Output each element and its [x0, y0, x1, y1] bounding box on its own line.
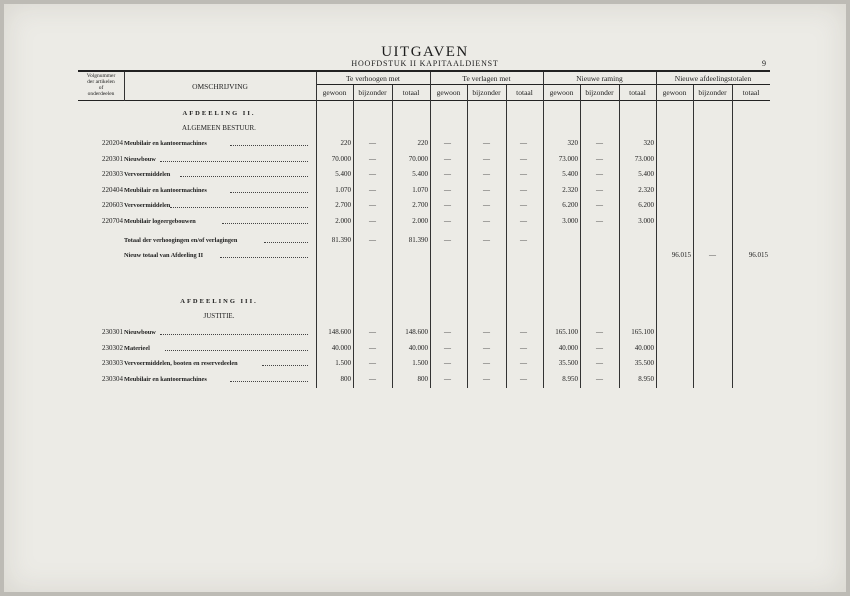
value-cell: 800 — [417, 374, 428, 383]
article-description: Vervoermiddelen, booten en reservedeelen — [124, 360, 238, 367]
value-cell: — — [596, 154, 603, 163]
article-description: Meubilair en kantoormachines — [124, 186, 207, 194]
col-divider — [693, 85, 694, 388]
leader-dots — [160, 334, 308, 335]
col-divider — [656, 72, 657, 388]
leader-dots — [264, 242, 308, 243]
leader-dots — [230, 145, 308, 146]
leader-dots — [222, 223, 308, 224]
value-cell: — — [520, 374, 527, 383]
value-cell: — — [369, 359, 376, 367]
value-cell: 220 — [417, 139, 428, 147]
total-value-cell: — — [369, 236, 376, 244]
value-cell: 40.000 — [408, 343, 428, 352]
value-cell: 2.000 — [335, 217, 351, 225]
value-cell: 1.500 — [335, 359, 351, 367]
page-title: UITGAVEN — [381, 44, 469, 60]
value-cell: — — [369, 217, 376, 225]
subheader-gewoon: gewoon — [436, 88, 461, 97]
value-cell: 6.200 — [562, 201, 578, 210]
value-cell: — — [520, 343, 527, 352]
value-cell: — — [444, 201, 451, 210]
value-cell: — — [483, 154, 490, 163]
value-cell: 70.000 — [331, 154, 351, 163]
value-cell: 2.320 — [638, 185, 654, 194]
value-cell: 2.000 — [412, 217, 428, 225]
value-cell: — — [483, 170, 490, 179]
value-cell: — — [483, 374, 490, 383]
subheader-bijzonder: bijzonder — [358, 88, 387, 97]
value-cell: — — [444, 374, 451, 383]
subheader-bijzonder: bijzonder — [472, 88, 501, 97]
number-header-line: der artikelen — [87, 79, 115, 85]
value-cell: — — [369, 185, 376, 194]
article-code: 230301 — [102, 328, 123, 336]
value-cell: 40.000 — [558, 343, 578, 352]
new-total-gewoon: 96.015 — [671, 251, 691, 259]
value-cell: 165.100 — [555, 328, 578, 336]
article-code: 220404 — [102, 185, 123, 194]
leader-dots — [180, 176, 308, 177]
value-cell: 73.000 — [558, 154, 578, 163]
value-cell: — — [369, 154, 376, 163]
value-cell: 8.950 — [562, 374, 578, 383]
value-cell: — — [444, 343, 451, 352]
article-description: Vervoermiddelen — [124, 202, 171, 210]
section-title: AFDEELING III. — [180, 298, 258, 305]
page-subtitle: HOOFDSTUK II KAPITAALDIENST — [351, 59, 499, 68]
value-cell: — — [520, 170, 527, 179]
value-cell: — — [369, 201, 376, 210]
value-cell: 73.000 — [634, 154, 654, 163]
article-code: 220303 — [102, 170, 123, 179]
article-description: Materieel — [124, 344, 150, 352]
subheader-gewoon: gewoon — [322, 88, 347, 97]
value-cell: — — [444, 185, 451, 194]
value-cell: — — [483, 359, 490, 367]
value-cell: 2.700 — [412, 201, 428, 210]
group-header-new-totals: Nieuwe afdeelingstotalen — [674, 74, 752, 83]
section-subtitle: ALGEMEEN BESTUUR. — [182, 124, 256, 132]
value-cell: — — [596, 185, 603, 194]
value-cell: — — [369, 170, 376, 179]
article-code: 220704 — [102, 217, 123, 225]
value-cell: — — [444, 154, 451, 163]
article-code: 230302 — [102, 343, 123, 352]
total-value-cell: — — [444, 236, 451, 244]
subheader-gewoon: gewoon — [549, 88, 574, 97]
value-cell: 1.070 — [412, 185, 428, 194]
article-description: Meubilair en kantoormachines — [124, 140, 207, 147]
value-cell: — — [369, 343, 376, 352]
value-cell: — — [596, 217, 603, 225]
value-cell: 6.200 — [638, 201, 654, 210]
value-cell: 70.000 — [408, 154, 428, 163]
subheader-totaal: totaal — [402, 88, 420, 97]
leader-dots — [220, 257, 308, 258]
value-cell: — — [369, 328, 376, 336]
value-cell: — — [596, 343, 603, 352]
number-header-line: Volgnummer — [86, 73, 116, 79]
article-description: Meubilair logeergebouwen — [124, 218, 196, 225]
value-cell: — — [483, 343, 490, 352]
subheader-totaal: totaal — [742, 88, 760, 97]
value-cell: — — [596, 328, 603, 336]
subheader-totaal: totaal — [516, 88, 533, 97]
section-title: AFDEELING II. — [182, 110, 256, 117]
value-cell: — — [520, 185, 527, 194]
total-value-cell: — — [483, 236, 490, 244]
description-column-header: OMSCHRIJVING — [192, 82, 248, 91]
subheader-gewoon: gewoon — [662, 88, 687, 97]
value-cell: — — [596, 374, 603, 383]
value-cell: — — [596, 139, 603, 147]
leader-dots — [165, 350, 308, 351]
total-value-cell: 81.390 — [331, 236, 351, 244]
subheader-totaal: totaal — [629, 88, 646, 97]
article-code: 220603 — [102, 201, 123, 210]
value-cell: — — [520, 154, 527, 163]
article-code: 230304 — [102, 374, 123, 383]
value-cell: 1.070 — [335, 185, 351, 194]
value-cell: 220 — [340, 139, 351, 147]
header-bottom-rule — [78, 100, 770, 101]
leader-dots — [262, 365, 308, 366]
value-cell: — — [444, 328, 451, 336]
leader-dots — [230, 381, 308, 382]
value-cell: 5.400 — [412, 170, 428, 179]
group-header-decrease: Te verlagen met — [462, 74, 511, 83]
total-value-cell: — — [520, 236, 527, 244]
total-value-cell: 81.390 — [408, 236, 428, 244]
col-divider — [732, 85, 733, 388]
value-cell: 8.950 — [638, 374, 654, 383]
article-code: 220204 — [102, 139, 123, 147]
value-cell: — — [483, 185, 490, 194]
value-cell: 148.600 — [328, 328, 351, 336]
article-code: 220301 — [102, 154, 123, 163]
col-divider — [316, 72, 317, 388]
value-cell: — — [369, 374, 376, 383]
group-header-increase: Te verhoogen met — [345, 74, 401, 83]
article-description: Meubilair en kantoormachines — [124, 375, 207, 383]
leader-dots — [230, 192, 308, 193]
value-cell: — — [444, 217, 451, 225]
value-cell: 3.000 — [562, 217, 578, 225]
value-cell: — — [369, 139, 376, 147]
value-cell: — — [596, 170, 603, 179]
value-cell: — — [520, 359, 527, 367]
new-total-bijzonder: — — [709, 251, 716, 259]
value-cell: 148.600 — [405, 328, 428, 336]
article-description: Vervoermiddelen — [124, 171, 171, 179]
number-column-header — [78, 73, 124, 97]
value-cell: — — [483, 139, 490, 147]
total-row-label: Totaal der verhoogingen en/of verlagingen — [124, 237, 238, 244]
value-cell: 40.000 — [331, 343, 351, 352]
value-cell: 1.500 — [412, 359, 428, 367]
value-cell: — — [596, 201, 603, 210]
value-cell: — — [520, 328, 527, 336]
subheader-bijzonder: bijzonder — [585, 88, 614, 97]
value-cell: — — [520, 139, 527, 147]
value-cell: 35.500 — [558, 359, 578, 367]
new-total-totaal: 96.015 — [748, 251, 768, 259]
value-cell: — — [444, 359, 451, 367]
col-divider — [543, 72, 544, 388]
value-cell: 320 — [567, 139, 578, 147]
article-description: Nieuwbouw — [124, 155, 156, 163]
section-subtitle: JUSTITIE. — [203, 312, 235, 320]
value-cell: 3.000 — [638, 217, 654, 225]
group-header-new-estimate: Nieuwe raming — [576, 74, 623, 83]
table-top-rule — [78, 70, 770, 72]
col-divider — [430, 72, 431, 388]
value-cell: 35.500 — [634, 359, 654, 367]
value-cell: — — [483, 217, 490, 225]
value-cell: — — [444, 139, 451, 147]
article-code: 230303 — [102, 359, 123, 367]
value-cell: — — [483, 201, 490, 210]
page-number: 9 — [762, 59, 766, 68]
value-cell: 2.320 — [562, 185, 578, 194]
value-cell: 5.400 — [638, 170, 654, 179]
number-header-line: onderdeelen — [87, 91, 115, 97]
value-cell: 165.100 — [631, 328, 654, 336]
value-cell: — — [444, 170, 451, 179]
value-cell: — — [520, 217, 527, 225]
number-header-line: of — [98, 85, 104, 91]
value-cell: — — [596, 359, 603, 367]
value-cell: 40.000 — [634, 343, 654, 352]
article-description: Nieuwbouw — [124, 329, 156, 336]
value-cell: 5.400 — [335, 170, 351, 179]
leader-dots — [170, 207, 308, 208]
value-cell: 5.400 — [562, 170, 578, 179]
value-cell: 800 — [340, 374, 351, 383]
leader-dots — [160, 161, 308, 162]
subheader-bijzonder: bijzonder — [698, 88, 727, 97]
value-cell: 2.700 — [335, 201, 351, 210]
value-cell: 320 — [643, 139, 654, 147]
value-cell: — — [483, 328, 490, 336]
new-total-label: Nieuw totaal van Afdeeling II — [124, 252, 204, 259]
value-cell: — — [520, 201, 527, 210]
